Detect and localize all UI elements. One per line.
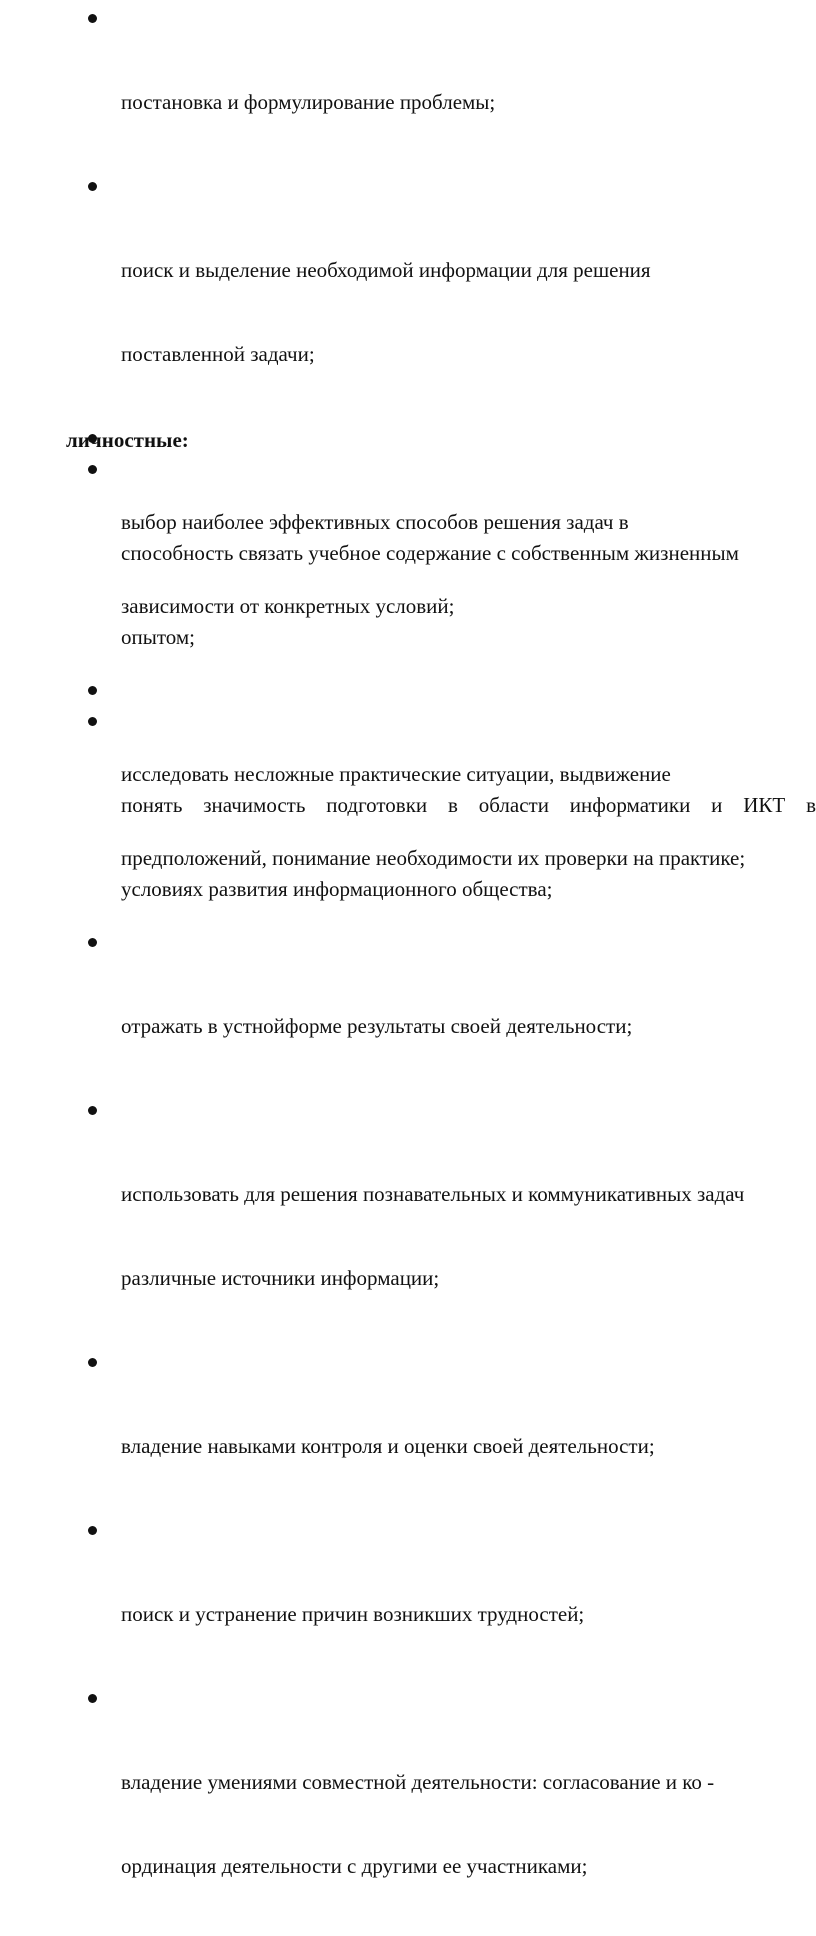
list-item — [0, 707, 816, 959]
list-item-line: понять значимость подготовки в области информатики и ИКТ в — [121, 793, 816, 817]
bullet-icon — [88, 465, 97, 474]
list-item-line: способность связать учебное содержание с собственным жизненным — [121, 541, 739, 565]
bullet-icon — [88, 1358, 97, 1367]
list-item — [0, 1684, 816, 1936]
list-item — [0, 172, 816, 424]
list-item-line: различные источники информации; — [121, 1266, 440, 1290]
personal-results-list — [0, 455, 816, 959]
list-item-line: владение умениями совместной деятельности: согласование и ко - — [121, 1770, 715, 1794]
bullet-icon — [88, 1106, 97, 1115]
list-item-line: предположений, понимание необходимости их проверки на практике; — [121, 846, 746, 870]
list-item-line: ординация деятельности с другими ее участниками; — [121, 1854, 588, 1878]
list-item-line: поиск и устранение причин возникших трудностей; — [121, 1602, 585, 1626]
bullet-icon — [88, 1526, 97, 1535]
list-item-line: зависимости от конкретных условий; — [121, 594, 455, 618]
list-item-line: опытом; — [121, 625, 195, 649]
list-item-line: выбор наиболее эффективных способов решения задач в — [121, 510, 629, 534]
list-item — [0, 455, 816, 707]
list-item — [0, 1348, 816, 1516]
list-item-line: исследовать несложные практические ситуации, выдвижение — [121, 762, 671, 786]
list-item — [0, 4, 816, 172]
bullet-icon — [88, 182, 97, 191]
list-item — [0, 1516, 816, 1684]
list-item-line: владение навыками контроля и оценки своей деятельности; — [121, 1434, 655, 1458]
bullet-icon — [88, 717, 97, 726]
list-item-line: использовать для решения познавательных и коммуникативных задач — [121, 1182, 745, 1206]
list-item-line: условиях развития информационного общества; — [121, 877, 553, 901]
bullet-icon — [88, 14, 97, 23]
list-item — [0, 1096, 816, 1348]
list-item-line: поиск и выделение необходимой информации для решения — [121, 258, 651, 282]
list-item-line: отражать в устнойформе результаты своей деятельности; — [121, 1014, 633, 1038]
list-item-line: постановка и формулирование проблемы; — [121, 90, 496, 114]
list-item-line: поставленной задачи; — [121, 342, 315, 366]
section-heading-personal: личностные: — [66, 428, 189, 452]
bullet-icon — [88, 1694, 97, 1703]
metasubject-results-list — [0, 4, 816, 1936]
